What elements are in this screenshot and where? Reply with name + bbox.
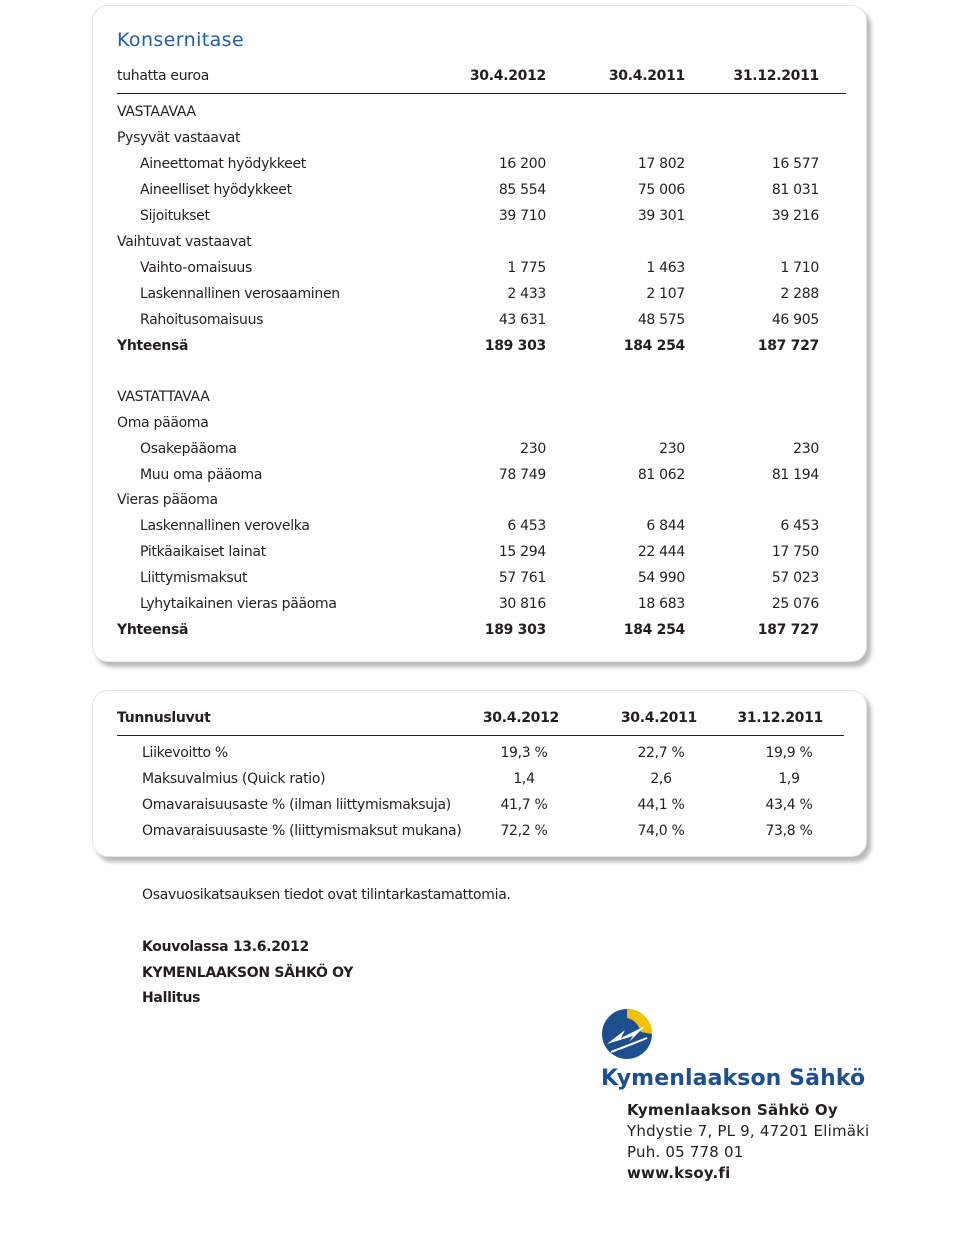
row-value: 19,9 % [765, 745, 813, 761]
row-value: 73,8 % [765, 823, 813, 839]
row-label: Laskennallinen verovelka [140, 518, 310, 534]
row-value: 41,7 % [500, 797, 548, 813]
row-label: Liikevoitto % [142, 745, 228, 761]
row-value: 72,2 % [500, 823, 548, 839]
row-value: 25 076 [771, 596, 819, 612]
row-value: 2 107 [646, 286, 685, 302]
header-rule [117, 735, 844, 736]
row-value: 2 433 [507, 286, 546, 302]
row-value: 30 816 [498, 596, 546, 612]
row-label: Maksuvalmius (Quick ratio) [142, 771, 326, 787]
board: Hallitus [142, 990, 201, 1006]
total-value: 187 727 [757, 622, 819, 638]
row-value: 39 301 [637, 208, 685, 224]
header-rule [117, 93, 846, 94]
row-value: 1 775 [507, 260, 546, 276]
row-value: 1 710 [780, 260, 819, 276]
total-value: 187 727 [757, 338, 819, 354]
row-value: 74,0 % [637, 823, 685, 839]
row-label: Omavaraisuusaste % (ilman liittymismaksuja) [142, 797, 451, 813]
row-value: 48 575 [637, 312, 685, 328]
row-value: 230 [659, 441, 685, 457]
lightning-globe-icon [601, 1008, 653, 1060]
row-value: 85 554 [498, 182, 546, 198]
row-value: 6 453 [507, 518, 546, 534]
row-value: 230 [793, 441, 819, 457]
row-value: 2,6 [650, 771, 672, 787]
row-label: Pitkäaikaiset lainat [140, 544, 266, 560]
column-header: 30.4.2011 [608, 68, 685, 84]
row-value: 2 288 [780, 286, 819, 302]
row-label: Aineettomat hyödykkeet [140, 156, 306, 172]
company-caps: KYMENLAAKSON SÄHKÖ OY [142, 965, 354, 981]
total-value: 184 254 [623, 622, 685, 638]
contact-phone: Puh. 05 778 01 [627, 1143, 744, 1161]
column-header: 30.4.2012 [469, 68, 546, 84]
row-value: 22,7 % [637, 745, 685, 761]
balance-title: Konsernitase [117, 29, 245, 51]
row-value: 15 294 [498, 544, 546, 560]
row-value: 1 463 [646, 260, 685, 276]
row-value: 17 802 [637, 156, 685, 172]
total-value: 184 254 [623, 338, 685, 354]
contact-web[interactable]: www.ksoy.fi [627, 1164, 731, 1182]
row-value: 6 453 [780, 518, 819, 534]
group-heading: Vaihtuvat vastaavat [117, 234, 252, 250]
total-value: 189 303 [484, 622, 546, 638]
row-value: 1,4 [513, 771, 535, 787]
row-value: 43,4 % [765, 797, 813, 813]
row-label: Muu oma pääoma [140, 467, 263, 483]
row-label: Vaihto-omaisuus [140, 260, 252, 276]
contact-address: Yhdystie 7, PL 9, 47201 Elimäki [627, 1122, 870, 1140]
row-value: 230 [520, 441, 546, 457]
total-label: Yhteensä [117, 622, 189, 638]
row-value: 57 761 [498, 570, 546, 586]
row-value: 44,1 % [637, 797, 685, 813]
row-value: 75 006 [637, 182, 685, 198]
column-header: 30.4.2012 [482, 710, 559, 726]
row-value: 81 062 [637, 467, 685, 483]
row-label: Osakepääoma [140, 441, 237, 457]
row-label: Omavaraisuusaste % (liittymismaksut mukana) [142, 823, 462, 839]
row-label: Aineelliset hyödykkeet [140, 182, 292, 198]
logo-wordmark: Kymenlaakson Sähkö [601, 1066, 866, 1091]
row-label: Liittymismaksut [140, 570, 248, 586]
column-header: 31.12.2011 [737, 710, 823, 726]
unit-label: tuhatta euroa [117, 68, 210, 84]
section-heading: VASTAAVAA [117, 104, 196, 120]
row-value: 6 844 [646, 518, 685, 534]
row-value: 57 023 [771, 570, 819, 586]
row-value: 39 216 [771, 208, 819, 224]
row-label: Rahoitusomaisuus [140, 312, 264, 328]
row-value: 18 683 [637, 596, 685, 612]
row-value: 78 749 [498, 467, 546, 483]
row-value: 19,3 % [500, 745, 548, 761]
row-value: 39 710 [498, 208, 546, 224]
row-label: Laskennallinen verosaaminen [140, 286, 340, 302]
row-value: 43 631 [498, 312, 546, 328]
group-heading: Vieras pääoma [117, 492, 218, 508]
row-label: Lyhytaikainen vieras pääoma [140, 596, 337, 612]
balance-sheet-card [92, 5, 867, 662]
ratios-title: Tunnusluvut [117, 710, 211, 726]
row-value: 16 200 [498, 156, 546, 172]
column-header: 30.4.2011 [620, 710, 697, 726]
column-header: 31.12.2011 [733, 68, 819, 84]
total-value: 189 303 [484, 338, 546, 354]
contact-company: Kymenlaakson Sähkö Oy [627, 1101, 838, 1119]
row-value: 22 444 [637, 544, 685, 560]
row-value: 81 031 [771, 182, 819, 198]
row-value: 16 577 [771, 156, 819, 172]
row-label: Sijoitukset [140, 208, 210, 224]
section-heading: VASTATTAVAA [117, 389, 210, 405]
row-value: 46 905 [771, 312, 819, 328]
row-value: 17 750 [771, 544, 819, 560]
group-heading: Oma pääoma [117, 415, 209, 431]
row-value: 54 990 [637, 570, 685, 586]
row-value: 1,9 [778, 771, 800, 787]
group-heading: Pysyvät vastaavat [117, 130, 241, 146]
total-label: Yhteensä [117, 338, 189, 354]
row-value: 81 194 [771, 467, 819, 483]
place-date: Kouvolassa 13.6.2012 [142, 939, 309, 955]
audit-note: Osavuosikatsauksen tiedot ovat tilintarkastamattomia. [142, 887, 511, 903]
